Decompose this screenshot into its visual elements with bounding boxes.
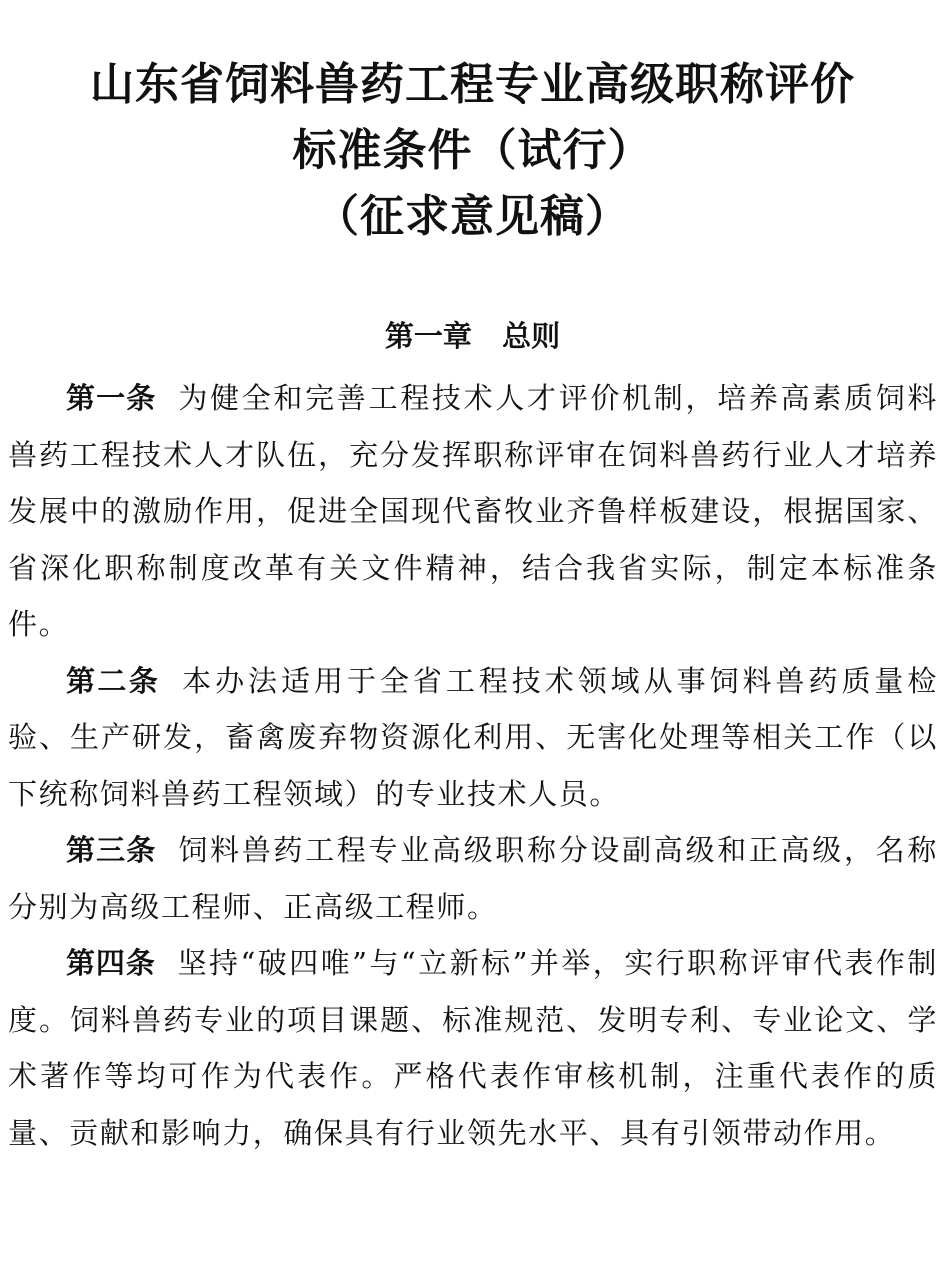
title-line-2: 标准条件（试行） <box>292 125 653 176</box>
article-2-text: 本办法适用于全省工程技术领域从事饲料兽药质量检验、生产研发，畜禽废弃物资源化利用、无害化处理等相关工作（以下统称饲料兽药工程领域）的专业技术人员。 <box>8 663 938 811</box>
article-1-text: 为健全和完善工程技术人才评价机制，培养高素质饲料兽药工程技术人才队伍，充分发挥职称评审在饲料兽药行业人才培养发展中的激励作用，促进全国现代畜牧业齐鲁样板建设，根据国家、省深化职称制度改革有关文件精神，结合我省实际，制定本标准条件。 <box>8 381 938 641</box>
article-4-text: 坚持“破四唯”与“立新标”并举，实行职称评审代表作制度。饲料兽药专业的项目课题、标准规范、发明专利、专业论文、学术著作等均可作为代表作。严格代表作审核机制，注重代表作的质量、贡献和影响力，确保具有行业领先水平、具有引领带动作用。 <box>8 946 938 1150</box>
article-3-text: 饲料兽药工程专业高级职称分设副高级和正高级，名称分别为高级工程师、正高级工程师。 <box>8 833 938 924</box>
chapter-heading: 第一章 总则 <box>384 319 561 353</box>
article-3-label: 第三条 <box>66 833 157 867</box>
document-title <box>0 52 945 250</box>
article-3 <box>8 822 938 935</box>
document-body <box>8 370 938 1161</box>
article-2 <box>8 653 938 823</box>
article-2-label: 第二条 <box>66 663 161 698</box>
article-4 <box>8 935 938 1161</box>
title-line-1: 山东省饲料兽药工程专业高级职称评价 <box>90 59 855 110</box>
article-1-label: 第一条 <box>66 381 157 415</box>
title-line-3: （征求意见稿） <box>315 191 630 242</box>
article-4-label: 第四条 <box>66 946 156 980</box>
article-1 <box>8 370 938 653</box>
